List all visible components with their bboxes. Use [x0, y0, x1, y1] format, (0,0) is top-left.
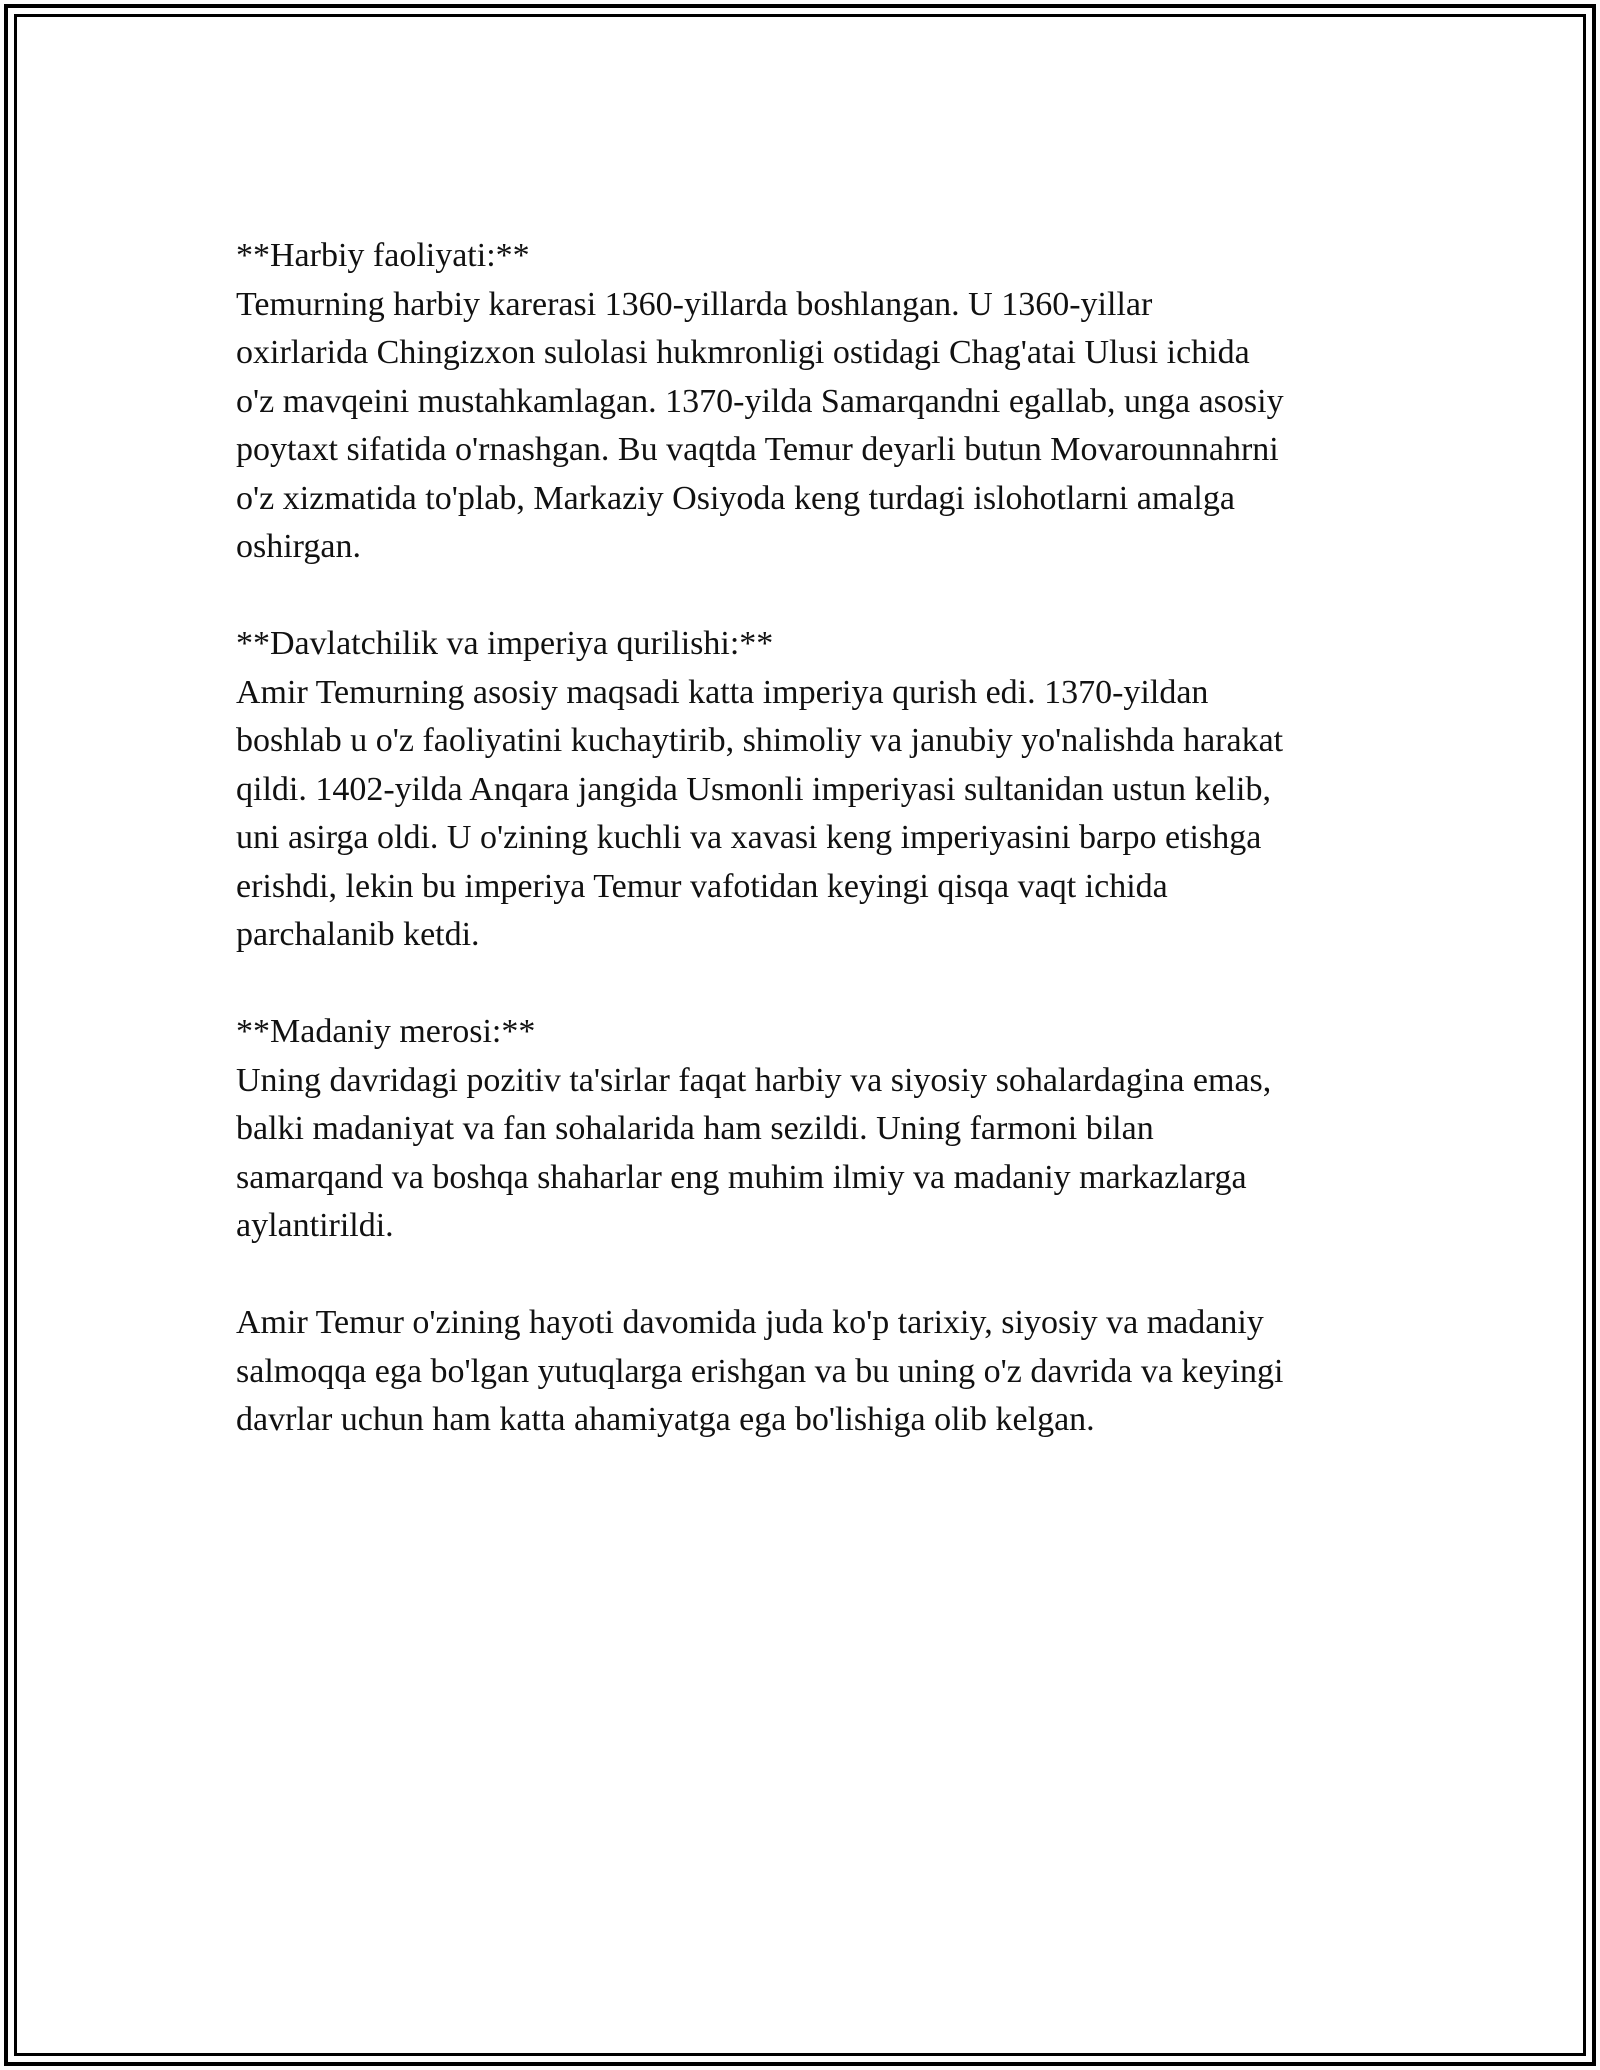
section-heading: **Madaniy merosi:**: [236, 1013, 536, 1050]
section-heading: **Davlatchilik va imperiya qurilishi:**: [236, 625, 774, 662]
text-line: poytaxt sifatida o'rnashgan. Bu vaqtda Temur deyarli butun Movarounnahrni: [236, 431, 1279, 468]
section-davlatchilik: [236, 620, 1386, 960]
section-paragraph: [236, 1057, 1386, 1251]
text-line: Uning davridagi pozitiv ta'sirlar faqat harbiy va siyosiy sohalardagina emas,: [236, 1061, 1272, 1099]
text-line: Temurning harbiy karerasi 1360-yillarda boshlangan. U 1360-yillar: [236, 285, 1153, 323]
text-line: parchalanib ketdi.: [236, 916, 480, 953]
text-line: Amir Temurning asosiy maqsadi katta imperiya qurish edi. 1370-yildan: [236, 673, 1209, 711]
section-paragraph: [236, 669, 1386, 960]
section-paragraph: [236, 281, 1386, 572]
section-heading: **Harbiy faoliyati:**: [236, 237, 530, 274]
text-line: boshlab u o'z faoliyatini kuchaytirib, shimoliy va janubiy yo'nalishda harakat: [236, 722, 1284, 759]
text-line: aylantirildi.: [236, 1207, 394, 1244]
text-line: Amir Temur o'zining hayoti davomida juda ko'p tarixiy, siyosiy va madaniy: [236, 1304, 1264, 1341]
text-line: samarqand va boshqa shaharlar eng muhim ilmiy va madaniy markazlarga: [236, 1158, 1247, 1196]
text-line: balki madaniyat va fan sohalarida ham sezildi. Uning farmoni bilan: [236, 1110, 1154, 1147]
text-line: o'z mavqeini mustahkamlagan. 1370-yilda Samarqandni egallab, unga asosiy: [236, 382, 1284, 420]
text-line: erishdi, lekin bu imperiya Temur vafotidan keyingi qisqa vaqt ichida: [236, 867, 1168, 905]
text-line: oxirlarida Chingizxon sulolasi hukmronligi ostidagi Chag'atai Ulusi ichida: [236, 334, 1250, 371]
section-harbiy-faoliyati: [236, 232, 1386, 572]
text-line: salmoqqa ega bo'lgan yutuqlarga erishgan va bu uning o'z davrida va keyingi: [236, 1352, 1284, 1390]
document-body: [236, 232, 1386, 1445]
closing-paragraph: [236, 1299, 1386, 1445]
text-line: davrlar uchun ham katta ahamiyatga ega bo'lishiga olib kelgan.: [236, 1401, 1095, 1438]
text-line: o'z xizmatida to'plab, Markaziy Osiyoda keng turdagi islohotlarni amalga: [236, 479, 1235, 517]
section-madaniy-merosi: [236, 1008, 1386, 1251]
text-line: qildi. 1402-yilda Anqara jangida Usmonli imperiyasi sultanidan ustun kelib,: [236, 770, 1271, 808]
text-line: oshirgan.: [236, 528, 361, 565]
text-line: uni asirga oldi. U o'zining kuchli va xavasi keng imperiyasini barpo etishga: [236, 819, 1262, 856]
